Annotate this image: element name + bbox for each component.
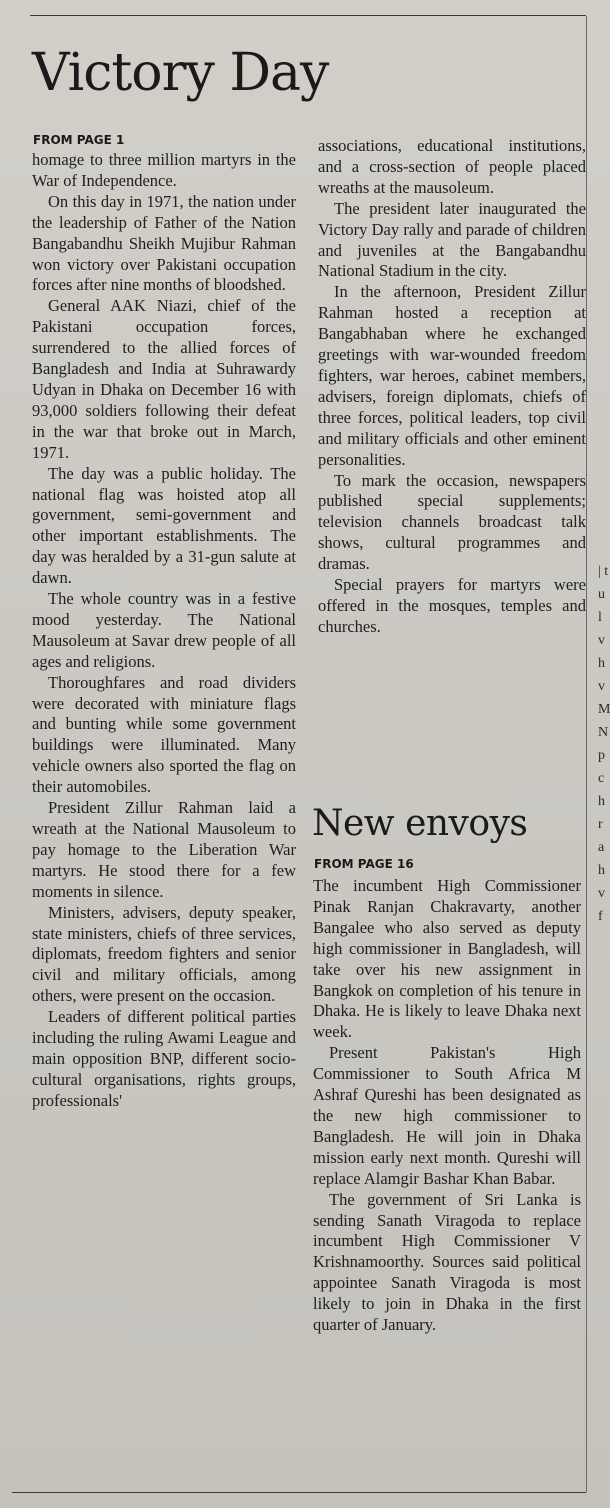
paragraph: The incumbent High Commissioner Pinak Ranjan Chakravarty, another Bangalee who also served as deputy high commissioner in Bangladesh, will take over his new assignment in Bangkok on completion of his tenure in Dhaka. He is likely to leave Dhaka next week. <box>313 876 581 1042</box>
victory-day-middle-column <box>318 136 586 638</box>
top-rule <box>30 15 586 16</box>
paragraph: Special prayers for martyrs were offered in the mosques, temples and churches. <box>318 575 586 636</box>
new-envoys-headline: New envoys <box>312 803 528 844</box>
paragraph: Ministers, advisers, deputy speaker, state ministers, chiefs of three services, diplomats, freedom fighters and senior civil and military officials, among others, were present on the occasion. <box>32 902 296 1006</box>
paragraph: The president later inaugurated the Victory Day rally and parade of children and juveniles at the Bangabandhu National Stadium in the city. <box>318 198 586 281</box>
paragraph: associations, educational institutions, and a cross-section of people placed wreaths at the mausoleum. <box>318 136 586 197</box>
paragraph: Leaders of different political parties including the ruling Awami League and main opposition BNP, different socio-cultural organisations, rights groups, professionals' <box>32 1007 296 1110</box>
paragraph: The government of Sri Lanka is sending Sanath Viragoda to replace incumbent High Commissioner V Krishnamoorthy. Sources said political appointee Sanath Viragoda is most likely to join in Dhaka in the first quarter of January. <box>313 1189 581 1335</box>
paragraph: General AAK Niazi, chief of the Pakistani occupation forces, surrendered to the allied forces of Bangladesh and India at Suhrawardy Udyan in Dhaka on December 16 with 93,000 soldiers following their defeat in the war that broke out in March, 1971. <box>32 296 296 462</box>
paragraph: Present Pakistan's High Commissioner to South Africa M Ashraf Qureshi has been designated as the new high commissioner to Bangladesh. He will join in Dhaka mission early next month. Qureshi will replace Alamgir Bashar Khan Babar. <box>313 1043 581 1188</box>
bottom-rule <box>12 1492 586 1493</box>
adjacent-column-edge: | t u l v h v M N p c h r a h v f <box>598 564 610 924</box>
victory-day-left-column <box>32 150 296 1112</box>
column-divider-rule <box>586 16 587 1492</box>
victory-day-headline: Victory Day <box>32 43 329 103</box>
paragraph: To mark the occasion, newspapers published special supplements; television channels broadcast talk shows, cultural programmes and dramas. <box>318 470 586 574</box>
paragraph: The day was a public holiday. The national flag was hoisted atop all government, semi-government and other important establishments. The day was heralded by a 31-gun salute at dawn. <box>32 463 296 588</box>
paragraph: In the afternoon, President Zillur Rahman hosted a reception at Bangabhaban where he exchanged greetings with war-wounded freedom fighters, war heroes, cabinet members, advisers, foreign diplomats, chiefs of three forces, political leaders, top civil and military officials and other eminent personalities. <box>318 282 586 469</box>
paragraph: President Zillur Rahman laid a wreath at the National Mausoleum to pay homage to the Liberation War martyrs. He stood there for a few moments in silence. <box>32 798 296 901</box>
victory-day-kicker: FROM PAGE 1 <box>33 133 125 147</box>
paragraph: On this day in 1971, the nation under the leadership of Father of the Nation Bangabandhu Sheikh Mujibur Rahman won victory over Pakistani occupation forces after nine months of bloodshed. <box>32 191 296 295</box>
paragraph: Thoroughfares and road dividers were decorated with miniature flags and bunting while some government buildings were illuminated. Many vehicle owners also sported the flag on their automobiles. <box>32 672 296 797</box>
new-envoys-kicker: FROM PAGE 16 <box>314 857 414 871</box>
paragraph: homage to three million martyrs in the War of Independence. <box>32 150 296 190</box>
new-envoys-column <box>313 876 581 1336</box>
paragraph: The whole country was in a festive mood yesterday. The National Mausoleum at Savar drew people of all ages and religions. <box>32 589 296 671</box>
